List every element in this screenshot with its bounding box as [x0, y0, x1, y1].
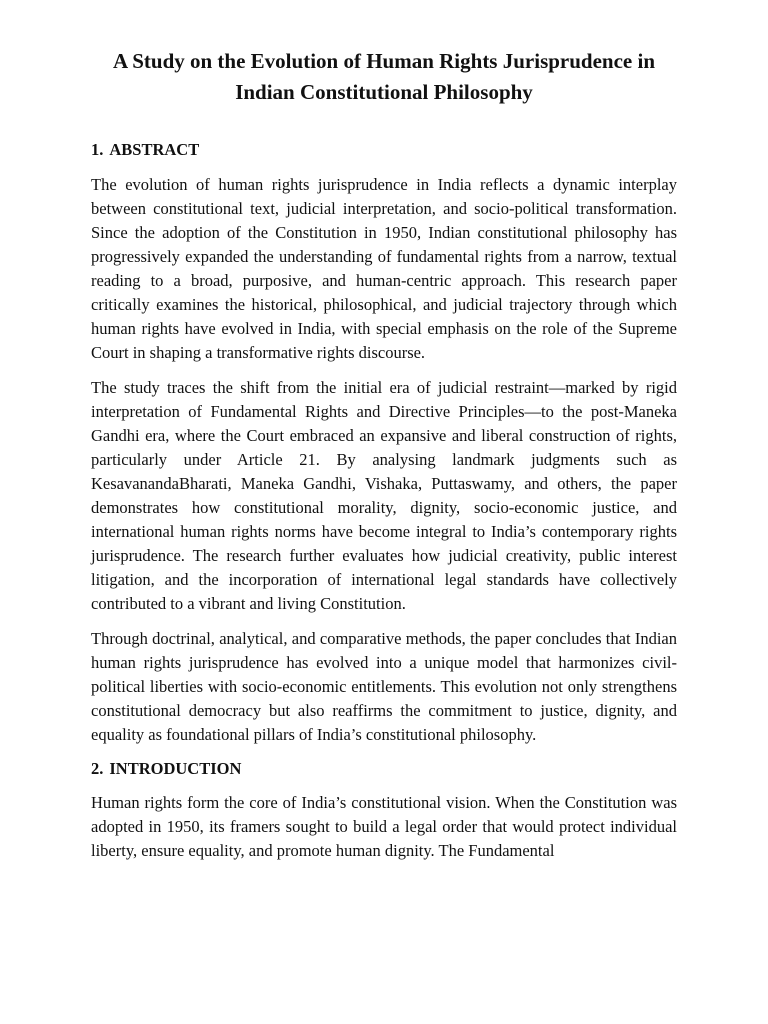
paper-page — [91, 46, 677, 863]
abstract-paragraph-3: Through doctrinal, analytical, and comparative methods, the paper concludes that Indian human rights jurisprudence has evolved into a unique model that harmonizes civil-political liberties with socio-economic entitlements. This evolution not only strengthens constitutional democracy but also reaffirms the commitment to justice, dignity, and equality as foundational pillars of India’s constitutional philosophy. — [91, 629, 677, 744]
abstract-paragraph-1: The evolution of human rights jurisprudence in India reflects a dynamic interplay between constitutional text, judicial interpretation, and socio-political transformation. Since the adoption of the Constitution in 1950, Indian constitutional philosophy has progressively expanded the understanding of fundamental rights from a narrow, textual reading to a broad, purposive, and human-centric approach. This research paper critically examines the historical, philosophical, and judicial trajectory through which human rights have evolved in India, with special emphasis on the role of the Supreme Court in shaping a transformative rights discourse. — [91, 175, 677, 362]
section-heading-text: ABSTRACT — [109, 140, 200, 159]
section-heading-abstract — [91, 138, 677, 162]
section-number: 1. — [91, 140, 104, 159]
section-heading-introduction — [91, 757, 677, 781]
paper-title: A Study on the Evolution of Human Rights Jurisprudence in Indian Constitutional Philosophy — [112, 49, 656, 104]
section-number: 2. — [91, 759, 104, 778]
section-heading-text: INTRODUCTION — [109, 759, 242, 778]
abstract-paragraph-2: The study traces the shift from the initial era of judicial restraint—marked by rigid interpretation of Fundamental Rights and Directive Principles—to the post-Maneka Gandhi era, where the Court embraced an expansive and liberal construction of rights, particularly under Article 21. By analysing landmark judgments such as KesavanandaBharati, Maneka Gandhi, Vishaka, Puttaswamy, and others, the paper demonstrates how constitutional morality, dignity, socio-economic justice, and international human rights norms have become integral to India’s contemporary rights jurisprudence. The research further evaluates how judicial creativity, public interest litigation, and the incorporation of international legal standards have collectively contributed to a vibrant and living Constitution. — [91, 378, 677, 613]
introduction-paragraph-1: Human rights form the core of India’s constitutional vision. When the Constitution was adopted in 1950, its framers sought to build a legal order that would protect individual liberty, ensure equality, and promote human dignity. The Fundamental — [91, 793, 677, 860]
